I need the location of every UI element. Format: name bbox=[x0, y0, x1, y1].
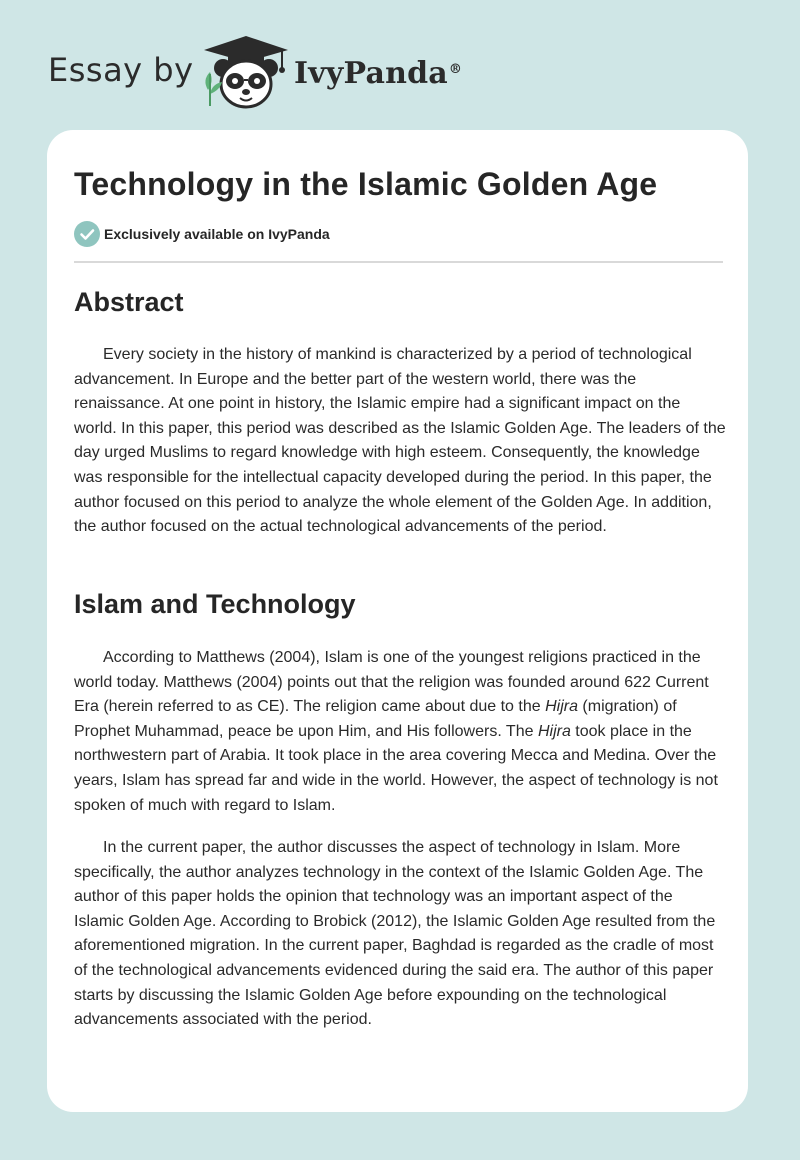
hijra-term: Hijra bbox=[537, 722, 571, 740]
document-title: Technology in the Islamic Golden Age bbox=[74, 166, 658, 202]
paragraph-text: According to Matthews (2004), Islam is one of the youngest religions practiced in the world today. Matthews (2004) points out that the religion was founded around 622 Current Era (herein referred to as CE). The religion came about due to the bbox=[74, 649, 709, 716]
exclusive-badge bbox=[74, 221, 330, 247]
check-icon bbox=[74, 221, 100, 247]
brand-name-text: IvyPanda bbox=[294, 56, 448, 91]
paragraph-text: took place in the northwestern part of Arabia. It took place in the area covering Mecca and Medina. Over the years, Islam has spread far and wide in the world. However, the aspect of technology is not spoken of much with regard to Islam. bbox=[74, 722, 718, 814]
essay-card bbox=[47, 130, 748, 1112]
paragraph-text: (migration) of Prophet Muhammad, peace be upon Him, and His followers. The bbox=[74, 698, 677, 740]
exclusive-badge-text: Exclusively available on IvyPanda bbox=[104, 226, 330, 242]
registered-mark: ® bbox=[448, 62, 463, 77]
section-heading-abstract: Abstract bbox=[74, 287, 184, 317]
hijra-term: Hijra bbox=[545, 698, 578, 716]
essay-by-label: Essay by bbox=[48, 51, 194, 89]
title-divider bbox=[74, 261, 723, 263]
islam-technology-paragraph-2: In the current paper, the author discusses the aspect of technology in Islam. More specifically, the author analyzes technology in the context of the Islamic Golden Age. The author of this paper holds the opinion that technology was an important aspect of the Islamic Golden Age. According to Brobick (2012), the Islamic Golden Age resulted from the aforementioned migration. In the current paper, Baghdad is regarded as the cradle of most of the technological advancements evidenced during the said era. The author of this paper starts by discussing the Islamic Golden Age before expounding on the technological advancements associated with the period. bbox=[74, 839, 716, 1029]
brand-name[interactable] bbox=[294, 54, 462, 94]
abstract-paragraph: Every society in the history of mankind is characterized by a period of technological advancement. In Europe and the better part of the western world, there was the renaissance. At one point in history, the Islamic empire had a significant impact on the world. In this paper, this period was described as the Islamic Golden Age. The leaders of the day urged Muslims to regard knowledge with high esteem. Consequently, the knowledge was responsible for the intellectual capacity developed during the period. In this paper, the author focused on this period to analyze the whole element of the Golden Age. In addition, the author focused on the actual technological advancements of the period. bbox=[74, 346, 726, 536]
site-header bbox=[0, 0, 800, 120]
islam-technology-paragraph-1 bbox=[74, 646, 726, 818]
panda-graduate-icon[interactable] bbox=[200, 32, 292, 112]
section-heading-islam-and-technology: Islam and Technology bbox=[74, 589, 356, 619]
